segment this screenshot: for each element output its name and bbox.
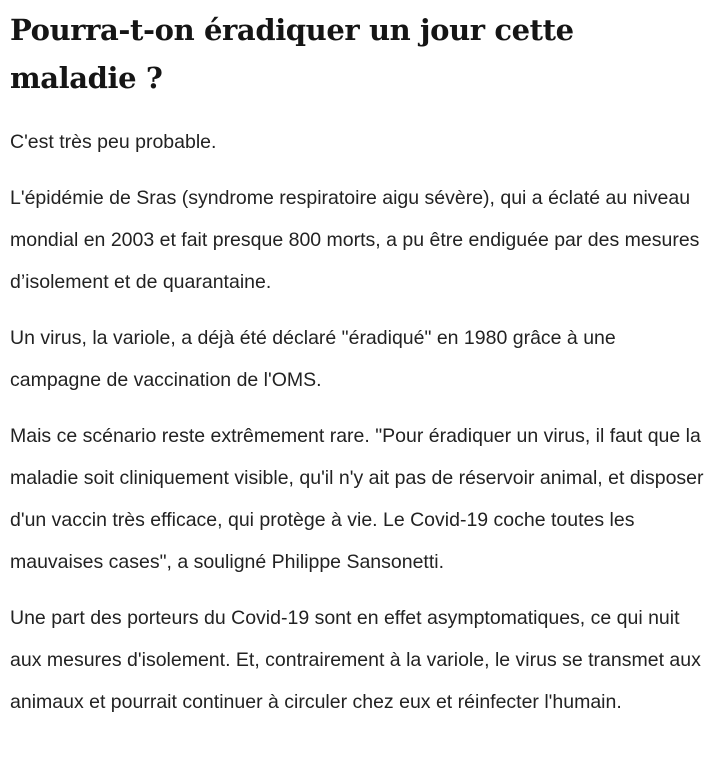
paragraph-quote: Mais ce scénario reste extrêmement rare. "Pour éradiquer un virus, il faut que la maladie soit cliniquement visible, qu'il n'y ait pas de réservoir animal, et disposer d'un vaccin très efficace, qui protège à vie. Le Covid-19 coche toutes les mauvaises cases", a souligné Philippe Sansonetti. [10,425,704,573]
paragraph-sras: L'épidémie de Sras (syndrome respiratoire aigu sévère), qui a éclaté au niveau mondial en 2003 et fait presque 800 morts, a pu être endiguée par des mesures d’isolement et de quarantaine. [10,187,700,293]
section-heading: Pourra-t-on éradiquer un jour cette maladie ? [10,13,574,95]
paragraph-intro: C'est très peu probable. [10,131,217,153]
paragraph-variole: Un virus, la variole, a déjà été déclaré "éradiqué" en 1980 grâce à une campagne de vaccination de l'OMS. [10,327,616,391]
paragraph-asymptomatic: Une part des porteurs du Covid-19 sont en effet asymptomatiques, ce qui nuit aux mesures d'isolement. Et, contrairement à la variole, le virus se transmet aux animaux et pourrait continuer à circuler chez eux et réinfecter l'humain. [10,607,701,713]
article-body [10,6,704,723]
